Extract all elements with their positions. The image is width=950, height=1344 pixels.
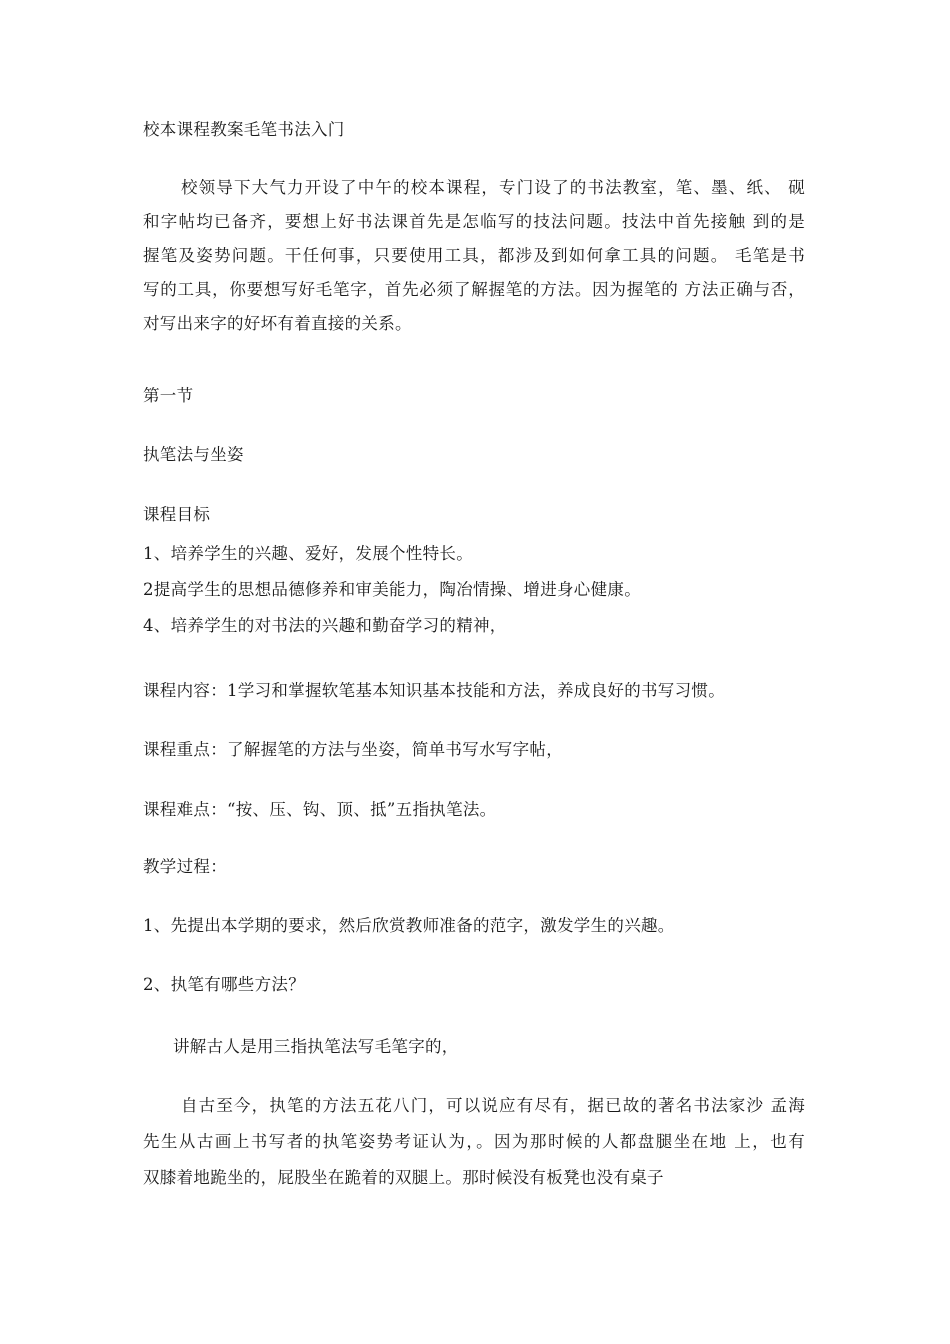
intro-line-2: 和字帖均已备齐，要想上好书法课首先是怎临写的技法问题。技法中首先接触 到的是 bbox=[143, 212, 805, 231]
process-step-1: 1、先提出本学期的要求，然后欣赏教师准备的范字，激发学生的兴趣。 bbox=[143, 916, 675, 935]
course-content: 课程内容：1学习和掌握软笔基本知识基本技能和方法，养成良好的书写习惯。 bbox=[143, 681, 725, 700]
intro-line-1: 校领导下大气力开设了中午的校本课程，专门设了的书法教室，笔、墨、纸、 砚 bbox=[181, 178, 805, 197]
goal-item-3: 4、培养学生的对书法的兴趣和勤奋学习的精神， bbox=[143, 616, 507, 635]
intro-line-4: 写的工具，你要想写好毛笔字，首先必须了解握笔的方法。因为握笔的 方法正确与否， bbox=[143, 280, 805, 299]
history-line-2: 先生从古画上书写者的执笔姿势考证认为，。因为那时候的人都盘腿坐在地 上，也有 bbox=[143, 1132, 805, 1151]
document-title: 校本课程教案毛笔书法入门 bbox=[143, 120, 345, 139]
intro-line-5: 对写出来字的好坏有着直接的关系。 bbox=[143, 314, 412, 333]
explain-paragraph: 讲解古人是用三指执笔法写毛笔字的， bbox=[173, 1037, 459, 1056]
process-step-2: 2、执笔有哪些方法？ bbox=[143, 975, 305, 994]
goal-item-2: 2提高学生的思想品德修养和审美能力，陶冶情操、增进身心健康。 bbox=[143, 580, 641, 599]
course-focus: 课程重点：了解握笔的方法与坐姿，简单书写水写字帖， bbox=[143, 740, 563, 759]
section-title: 执笔法与坐姿 bbox=[143, 445, 244, 464]
process-heading: 教学过程： bbox=[143, 857, 227, 876]
goal-item-1: 1、培养学生的兴趣、爱好，发展个性特长。 bbox=[143, 544, 473, 563]
goals-heading: 课程目标 bbox=[143, 505, 211, 524]
intro-line-3: 握笔及姿势问题。干任何事，只要使用工具，都涉及到如何拿工具的问题。 毛笔是书 bbox=[143, 246, 805, 265]
history-line-1: 自古至今，执笔的方法五花八门，可以说应有尽有，据已故的著名书法家沙 孟海 bbox=[181, 1096, 805, 1115]
section-label: 第一节 bbox=[143, 386, 194, 405]
history-line-3: 双膝着地跪坐的，屁股坐在跪着的双腿上。那时候没有板凳也没有桌子 bbox=[143, 1168, 664, 1187]
course-difficulty: 课程难点：“按、压、钩、顶、抵”五指执笔法。 bbox=[143, 800, 497, 819]
